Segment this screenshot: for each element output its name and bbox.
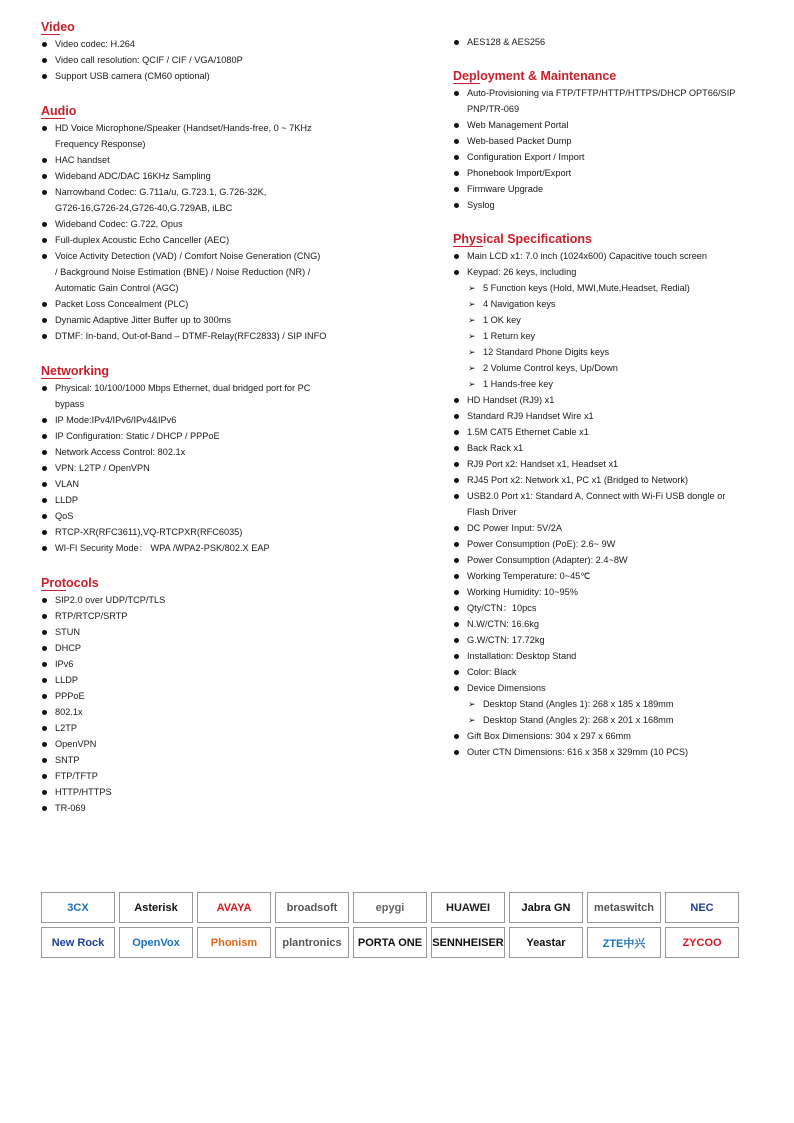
item-text: Web Management Portal — [467, 120, 569, 130]
bullet-icon — [454, 574, 459, 579]
item-text: AES128 & AES256 — [467, 37, 546, 47]
section-title-rest: ical Specifications — [482, 232, 592, 246]
list-item — [41, 184, 361, 216]
bullet-icon — [42, 546, 47, 551]
list-item — [41, 444, 361, 460]
item-text: Narrowband Codec: G.711a/u, G.723.1, G.726-32K, — [55, 187, 267, 197]
item-text: Keypad: 26 keys, including — [467, 267, 577, 277]
list-item — [41, 216, 361, 232]
bullet-icon — [42, 222, 47, 227]
item-text: Support USB camera (CM60 optional) — [55, 71, 210, 81]
bullet-icon — [42, 598, 47, 603]
item-text: Power Consumption (Adapter): 2.4~8W — [467, 555, 628, 565]
bullet-icon — [454, 155, 459, 160]
sub-item-text: 4 Navigation keys — [483, 299, 556, 309]
bullet-icon — [454, 478, 459, 483]
sub-list-item — [467, 376, 753, 392]
item-text: SIP2.0 over UDP/TCP/TLS — [55, 595, 166, 605]
item-text-continued: Flash Driver — [467, 507, 517, 517]
list-item — [453, 85, 753, 117]
item-text: Physical: 10/100/1000 Mbps Ethernet, dual bridged port for PC — [55, 383, 311, 393]
list-item — [453, 584, 753, 600]
item-text: Syslog — [467, 200, 495, 210]
bullet-icon — [42, 302, 47, 307]
bullet-icon — [454, 446, 459, 451]
list-item — [453, 424, 753, 440]
bullet-icon — [454, 734, 459, 739]
sub-list-item — [467, 328, 753, 344]
list-item — [453, 744, 753, 760]
sub-list-item — [467, 344, 753, 360]
item-text: RTP/RTCP/SRTP — [55, 611, 128, 621]
bullet-icon — [42, 806, 47, 811]
bullet-icon — [454, 542, 459, 547]
item-text: L2TP — [55, 723, 77, 733]
item-text: Voice Activity Detection (VAD) / Comfort Noise Generation (CNG) — [55, 251, 321, 261]
list-item — [453, 117, 753, 133]
partner-logo: AVAYA — [197, 892, 271, 923]
partner-logo: metaswitch — [587, 892, 661, 923]
spec-section — [453, 67, 753, 213]
arrow-bullet-icon: ➢ — [468, 379, 476, 389]
item-text: Phonebook Import/Export — [467, 168, 572, 178]
bullet-icon — [454, 40, 459, 45]
list-item — [41, 784, 361, 800]
item-text: Color: Black — [467, 667, 517, 677]
list-item — [453, 408, 753, 424]
list-item — [41, 800, 361, 816]
bullet-icon — [42, 158, 47, 163]
section-title — [453, 68, 616, 84]
bullet-icon — [42, 726, 47, 731]
bullet-icon — [42, 694, 47, 699]
list-item — [453, 616, 753, 632]
bullet-icon — [42, 646, 47, 651]
item-text: IPv6 — [55, 659, 74, 669]
section-list — [453, 248, 753, 760]
item-text: IP Configuration: Static / DHCP / PPPoE — [55, 431, 220, 441]
arrow-bullet-icon: ➢ — [468, 315, 476, 325]
bullet-icon — [42, 418, 47, 423]
bullet-icon — [454, 414, 459, 419]
sub-item-text: Desktop Stand (Angles 1): 268 x 185 x 189mm — [483, 699, 674, 709]
item-text: Working Humidity: 10~95% — [467, 587, 578, 597]
section-title — [41, 575, 99, 591]
item-text: FTP/TFTP — [55, 771, 98, 781]
bullet-icon — [42, 710, 47, 715]
item-text: WI-FI Security Mode： WPA /WPA2-PSK/802.X EAP — [55, 543, 270, 553]
list-item — [453, 632, 753, 648]
bullet-icon — [42, 614, 47, 619]
item-text: TR-069 — [55, 803, 86, 813]
item-text: RJ45 Port x2: Network x1, PC x1 (Bridged to Network) — [467, 475, 689, 485]
section-title — [41, 19, 75, 35]
section-title-underlined: Phys — [453, 232, 483, 246]
item-text: Working Temperature: 0~45℃ — [467, 571, 591, 581]
list-item — [41, 232, 361, 248]
list-item — [41, 524, 361, 540]
item-text: Configuration Export / Import — [467, 152, 585, 162]
section-list — [41, 120, 361, 344]
bullet-icon — [42, 254, 47, 259]
bullet-icon — [454, 606, 459, 611]
partner-logo: ZYCOO — [665, 927, 739, 958]
partner-logo: 3CX — [41, 892, 115, 923]
list-item — [41, 752, 361, 768]
list-item — [41, 52, 361, 68]
bullet-icon — [42, 74, 47, 79]
bullet-icon — [454, 638, 459, 643]
list-item — [453, 568, 753, 584]
arrow-bullet-icon: ➢ — [468, 715, 476, 725]
list-item — [453, 264, 753, 392]
list-item — [41, 624, 361, 640]
bullet-icon — [454, 670, 459, 675]
bullet-icon — [42, 434, 47, 439]
arrow-bullet-icon: ➢ — [468, 299, 476, 309]
spec-section — [41, 362, 361, 556]
partner-logo: ZTE中兴 — [587, 927, 661, 958]
item-text: Network Access Control: 802.1x — [55, 447, 186, 457]
list-item — [453, 472, 753, 488]
list-item — [41, 492, 361, 508]
list-item — [41, 688, 361, 704]
bullet-icon — [454, 123, 459, 128]
section-title — [453, 231, 592, 247]
list-item — [41, 460, 361, 476]
list-item — [453, 552, 753, 568]
list-item — [453, 520, 753, 536]
section-title-rest: eo — [60, 20, 75, 34]
item-text: PPPoE — [55, 691, 85, 701]
item-text: USB2.0 Port x1: Standard A, Connect with Wi-Fi USB dongle or — [467, 491, 726, 501]
bullet-icon — [42, 238, 47, 243]
arrow-bullet-icon: ➢ — [468, 699, 476, 709]
item-text-continued: G726-16,G726-24,G726-40,G.729AB, iLBC — [55, 203, 233, 213]
item-text: IP Mode:IPv4/IPv6/IPv4&IPv6 — [55, 415, 177, 425]
list-item — [41, 36, 361, 52]
logo-row-2 — [41, 927, 743, 958]
list-item — [41, 428, 361, 444]
item-text-continued: Automatic Gain Control (AGC) — [55, 283, 179, 293]
bullet-icon — [454, 270, 459, 275]
list-item — [41, 640, 361, 656]
list-item — [41, 120, 361, 152]
bullet-icon — [42, 790, 47, 795]
bullet-icon — [454, 494, 459, 499]
bullet-icon — [454, 622, 459, 627]
sub-list-item — [467, 712, 753, 728]
sub-item-text: 1 OK key — [483, 315, 521, 325]
item-text: Device Dimensions — [467, 683, 546, 693]
section-list — [41, 36, 361, 84]
item-text: Wideband ADC/DAC 16KHz Sampling — [55, 171, 211, 181]
bullet-icon — [42, 498, 47, 503]
item-text: HD Handset (RJ9) x1 — [467, 395, 555, 405]
item-text: Video codec: H.264 — [55, 39, 136, 49]
bullet-icon — [42, 126, 47, 131]
list-item — [41, 380, 361, 412]
item-text: G.W/CTN: 17.72kg — [467, 635, 545, 645]
sub-item-text: 1 Return key — [483, 331, 536, 341]
partner-logo: HUAWEI — [431, 892, 505, 923]
bullet-icon — [454, 654, 459, 659]
item-text: Packet Loss Concealment (PLC) — [55, 299, 189, 309]
list-item — [41, 656, 361, 672]
section-title-underlined: Prot — [41, 576, 66, 590]
item-text: N.W/CTN: 16.6kg — [467, 619, 539, 629]
list-item — [41, 672, 361, 688]
list-item — [453, 181, 753, 197]
bullet-icon — [454, 590, 459, 595]
partner-logo: Jabra GN — [509, 892, 583, 923]
section-title-underlined: Vid — [41, 20, 61, 34]
sub-list-item — [467, 696, 753, 712]
list-item — [41, 736, 361, 752]
item-text: Main LCD x1: 7.0 inch (1024x600) Capacitive touch screen — [467, 251, 708, 261]
item-text: OpenVPN — [55, 739, 97, 749]
partner-logo: Phonism — [197, 927, 271, 958]
item-text: Qty/CTN：10pcs — [467, 603, 537, 613]
bullet-icon — [454, 558, 459, 563]
bullet-icon — [454, 91, 459, 96]
item-text: Gift Box Dimensions: 304 x 297 x 66mm — [467, 731, 631, 741]
list-item — [41, 328, 361, 344]
bullet-icon — [454, 254, 459, 259]
section-title-underlined: Aud — [41, 104, 66, 118]
section-list — [41, 380, 361, 556]
item-text: Dynamic Adaptive Jitter Buffer up to 300ms — [55, 315, 232, 325]
arrow-bullet-icon: ➢ — [468, 363, 476, 373]
partner-logo: plantronics — [275, 927, 349, 958]
arrow-bullet-icon: ➢ — [468, 347, 476, 357]
item-text: Power Consumption (PoE): 2.6~ 9W — [467, 539, 616, 549]
list-item — [453, 248, 753, 264]
sub-list-item — [467, 296, 753, 312]
sub-list — [467, 696, 753, 728]
list-item — [41, 168, 361, 184]
list-item — [41, 312, 361, 328]
arrow-bullet-icon: ➢ — [468, 283, 476, 293]
item-text: SNTP — [55, 755, 80, 765]
list-item — [453, 456, 753, 472]
list-item — [453, 165, 753, 181]
list-item — [453, 440, 753, 456]
bullet-icon — [42, 386, 47, 391]
item-text: LLDP — [55, 495, 78, 505]
bullet-icon — [454, 526, 459, 531]
list-item — [453, 488, 753, 520]
section-title — [41, 103, 76, 119]
partner-logo: OpenVox — [119, 927, 193, 958]
partner-logo: broadsoft — [275, 892, 349, 923]
arrow-bullet-icon: ➢ — [468, 331, 476, 341]
partner-logo: Yeastar — [509, 927, 583, 958]
item-text: Full-duplex Acoustic Echo Canceller (AEC) — [55, 235, 230, 245]
item-text: DC Power Input: 5V/2A — [467, 523, 562, 533]
item-text: Standard RJ9 Handset Wire x1 — [467, 411, 594, 421]
bullet-icon — [42, 630, 47, 635]
item-text: QoS — [55, 511, 74, 521]
item-text: Auto-Provisioning via FTP/TFTP/HTTP/HTTPS/DHCP OPT66/SIP — [467, 88, 736, 98]
sub-item-text: 5 Function keys (Hold, MWI,Mute,Headset, Redial) — [483, 283, 690, 293]
item-text: HD Voice Microphone/Speaker (Handset/Hands-free, 0 ~ 7KHz — [55, 123, 312, 133]
item-text: DTMF: In-band, Out-of-Band – DTMF-Relay(RFC2833) / SIP INFO — [55, 331, 327, 341]
spec-section — [453, 230, 753, 760]
list-item — [453, 149, 753, 165]
bullet-icon — [42, 190, 47, 195]
list-item — [453, 536, 753, 552]
list-item — [41, 412, 361, 428]
bullet-icon — [454, 686, 459, 691]
bullet-icon — [42, 662, 47, 667]
item-text: Back Rack x1 — [467, 443, 524, 453]
section-list — [453, 34, 753, 50]
section-list — [41, 592, 361, 816]
bullet-icon — [454, 203, 459, 208]
section-title-rest: orking — [70, 364, 110, 378]
list-item — [453, 34, 753, 50]
spec-section — [41, 574, 361, 816]
partner-logo: NEC — [665, 892, 739, 923]
item-text: Firmware Upgrade — [467, 184, 544, 194]
item-text: VPN: L2TP / OpenVPN — [55, 463, 150, 473]
item-text: HAC handset — [55, 155, 110, 165]
bullet-icon — [42, 530, 47, 535]
bullet-icon — [42, 334, 47, 339]
list-item — [41, 608, 361, 624]
item-text-continued: Frequency Response) — [55, 139, 146, 149]
bullet-icon — [42, 58, 47, 63]
item-text: RJ9 Port x2: Handset x1, Headset x1 — [467, 459, 619, 469]
bullet-icon — [454, 750, 459, 755]
section-title-rest: io — [65, 104, 77, 118]
sub-list — [467, 280, 753, 392]
bullet-icon — [454, 430, 459, 435]
list-item — [41, 152, 361, 168]
item-text: HTTP/HTTPS — [55, 787, 112, 797]
list-item — [41, 476, 361, 492]
list-item — [41, 592, 361, 608]
partner-logo: Asterisk — [119, 892, 193, 923]
list-item — [453, 133, 753, 149]
bullet-icon — [454, 171, 459, 176]
section-list — [453, 85, 753, 213]
item-text: RTCP-XR(RFC3611),VQ-RTCPXR(RFC6035) — [55, 527, 243, 537]
sub-list-item — [467, 312, 753, 328]
logo-row-1 — [41, 892, 743, 923]
list-item — [453, 680, 753, 728]
list-item — [41, 768, 361, 784]
item-text: Installation: Desktop Stand — [467, 651, 577, 661]
item-text: STUN — [55, 627, 81, 637]
bullet-icon — [42, 42, 47, 47]
bullet-icon — [42, 774, 47, 779]
item-text: VLAN — [55, 479, 80, 489]
list-item — [41, 296, 361, 312]
sub-item-text: 1 Hands-free key — [483, 379, 553, 389]
list-item — [453, 664, 753, 680]
partner-logo: New Rock — [41, 927, 115, 958]
bullet-icon — [42, 450, 47, 455]
list-item — [453, 600, 753, 616]
list-item — [41, 508, 361, 524]
section-title — [41, 363, 109, 379]
list-item — [453, 197, 753, 213]
list-item — [453, 392, 753, 408]
sub-item-text: 12 Standard Phone Digits keys — [483, 347, 610, 357]
sub-item-text: 2 Volume Control keys, Up/Down — [483, 363, 618, 373]
spec-section — [41, 102, 361, 344]
item-text-continued: / Background Noise Estimation (BNE) / Noise Reduction (NR) / — [55, 267, 311, 277]
section-title-rest: oyment & Maintenance — [480, 69, 617, 83]
list-item — [41, 68, 361, 84]
section-title-underlined: Depl — [453, 69, 481, 83]
item-text: 802.1x — [55, 707, 83, 717]
bullet-icon — [454, 398, 459, 403]
list-item — [41, 704, 361, 720]
left-column — [41, 0, 361, 816]
bullet-icon — [42, 482, 47, 487]
bullet-icon — [42, 318, 47, 323]
item-text: Outer CTN Dimensions: 616 x 358 x 329mm (10 PCS) — [467, 747, 689, 757]
item-text: LLDP — [55, 675, 78, 685]
bullet-icon — [42, 758, 47, 763]
partner-logos — [41, 892, 743, 962]
bullet-icon — [454, 139, 459, 144]
bullet-icon — [42, 514, 47, 519]
spec-section — [41, 18, 361, 84]
item-text: DHCP — [55, 643, 82, 653]
list-item — [453, 648, 753, 664]
item-text-continued: bypass — [55, 399, 85, 409]
section-title-rest: ocols — [66, 576, 99, 590]
item-text: Wideband Codec: G.722, Opus — [55, 219, 183, 229]
list-item — [41, 540, 361, 556]
list-item — [41, 720, 361, 736]
partner-logo: SENNHEISER — [431, 927, 505, 958]
bullet-icon — [42, 466, 47, 471]
bullet-icon — [454, 462, 459, 467]
item-text: 1.5M CAT5 Ethernet Cable x1 — [467, 427, 589, 437]
partner-logo: epygi — [353, 892, 427, 923]
bullet-icon — [42, 678, 47, 683]
partner-logo: PORTA ONE — [353, 927, 427, 958]
sub-list-item — [467, 280, 753, 296]
bullet-icon — [42, 742, 47, 747]
sub-list-item — [467, 360, 753, 376]
item-text: Video call resolution: QCIF / CIF / VGA/1080P — [55, 55, 243, 65]
item-text: Web-based Packet Dump — [467, 136, 572, 146]
list-item — [41, 248, 361, 296]
item-text-continued: PNP/TR-069 — [467, 104, 520, 114]
bullet-icon — [42, 174, 47, 179]
list-item — [453, 728, 753, 744]
right-column — [453, 0, 753, 760]
bullet-icon — [454, 187, 459, 192]
sub-item-text: Desktop Stand (Angles 2): 268 x 201 x 168mm — [483, 715, 674, 725]
section-title-underlined: Netw — [41, 364, 71, 378]
